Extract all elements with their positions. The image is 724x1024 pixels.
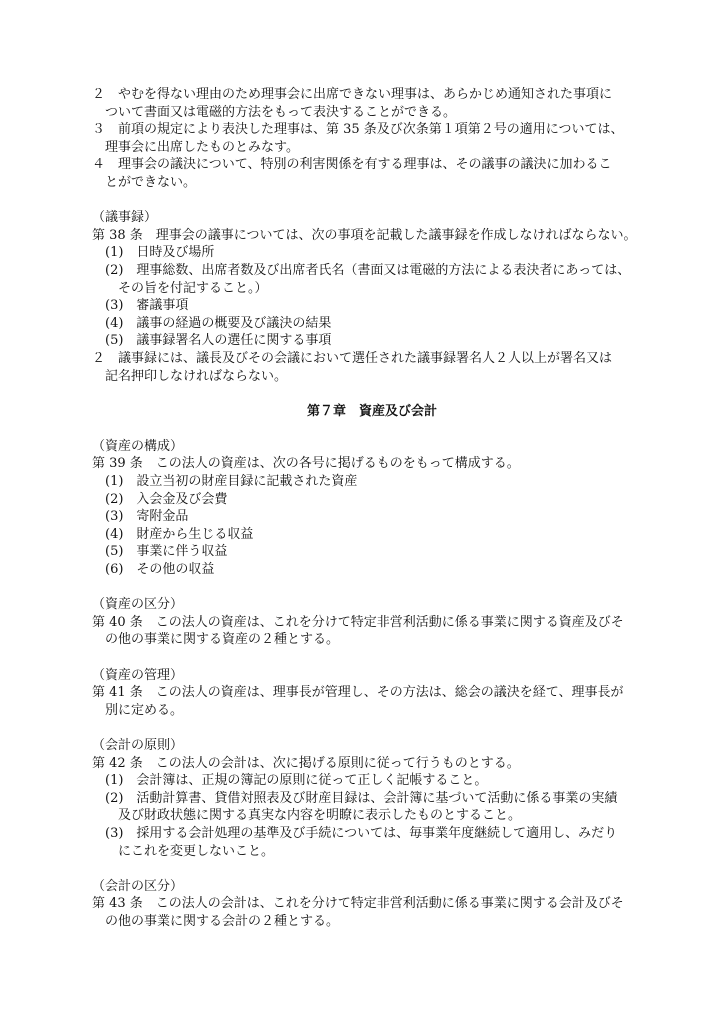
article-heading: （資産の構成）: [92, 438, 184, 454]
list-item: (5) 事業に伴う収益: [105, 544, 228, 560]
article-heading: （会計の原則）: [92, 737, 184, 753]
paragraph-line: 理事会に出席したものとみなす。: [105, 139, 299, 155]
chapter-title: 第７章 資産及び会計: [306, 403, 437, 419]
article-41: [92, 667, 652, 720]
list-item: (2) 理事総数、出席者数及び出席者氏名（書面又は電磁的方法による表決者にあっては、: [105, 262, 631, 278]
article-line: 第 42 条 この法人の会計は、次に掲げる原則に従って行うものとする。: [92, 755, 520, 771]
paragraph-line: ２ 議事録には、議長及びその会議において選任された議事録署名人２人以上が署名又は: [92, 350, 613, 366]
list-item: (2) 入会金及び会費: [105, 491, 228, 507]
article-43: [92, 878, 652, 931]
spacer: [92, 719, 652, 737]
list-item: (1) 日時及び場所: [105, 245, 215, 261]
list-item-continuation: 及び財政状態に関する真実な内容を明瞭に表示したものとすること。: [118, 808, 522, 824]
list-item: (2) 活動計算書、貸借対照表及び財産目録は、会計簿に基づいて活動に係る事業の実績: [105, 790, 618, 806]
paragraph-line: ついて書面又は電磁的方法をもって表決することができる。: [105, 104, 457, 120]
article-line: 第 39 条 この法人の資産は、次の各号に掲げるものをもって構成する。: [92, 456, 520, 472]
article-line: の他の事業に関する会計の２種とする。: [105, 913, 340, 929]
list-item: (4) 議事の経過の概要及び議決の結果: [105, 315, 332, 331]
article-heading: （議事録）: [92, 210, 158, 226]
document-page: [92, 86, 652, 931]
spacer: [92, 860, 652, 878]
spacer: [92, 385, 652, 403]
article-line: 別に定める。: [105, 702, 184, 718]
spacer: [92, 579, 652, 597]
article-line: の他の事業に関する資産の２種とする。: [105, 632, 340, 648]
list-item: (3) 寄附金品: [105, 509, 189, 525]
article-39: [92, 438, 652, 579]
article-line: 第 41 条 この法人の資産は、理事長が管理し、その方法は、総会の議決を経て、理事長が: [92, 685, 624, 701]
article-40: [92, 596, 652, 649]
article-heading: （会計の区分）: [92, 878, 184, 894]
article-line: 第 40 条 この法人の資産は、これを分けて特定非営利活動に係る事業に関する資産及びそ: [92, 614, 624, 630]
article-line: 第 38 条 理事会の議事については、次の事項を記載した議事録を作成しなければならない。: [92, 227, 637, 243]
article-line: 第 43 条 この法人の会計は、これを分けて特定非営利活動に係る事業に関する会計及びそ: [92, 896, 624, 912]
list-item: (1) 設立当初の財産目録に記載された資産: [105, 474, 358, 490]
article-heading: （資産の区分）: [92, 597, 184, 613]
paragraph-line: ３ 前項の規定により表決した理事は、第 35 条及び次条第１項第２号の適用については、: [92, 122, 624, 138]
article-37-continuation: [92, 86, 652, 192]
list-item: (4) 財産から生じる収益: [105, 526, 254, 542]
article-38: [92, 209, 652, 385]
list-item: (6) その他の収益: [105, 562, 215, 578]
list-item: (1) 会計簿は、正規の簿記の原則に従って正しく記帳すること。: [105, 773, 488, 789]
list-item: (5) 議事録署名人の選任に関する事項: [105, 333, 332, 349]
spacer: [92, 649, 652, 667]
spacer: [92, 420, 652, 438]
paragraph-line: 記名押印しなければならない。: [105, 368, 288, 384]
paragraph-line: ２ やむを得ない理由のため理事会に出席できない理事は、あらかじめ通知された事項に: [92, 87, 613, 102]
spacer: [92, 192, 652, 210]
paragraph-line: とができない。: [105, 174, 197, 190]
list-item: (3) 採用する会計処理の基準及び手続については、毎事業年度継続して適用し、みだり: [105, 825, 618, 841]
article-heading: （資産の管理）: [92, 667, 184, 683]
list-item-continuation: にこれを変更しないこと。: [118, 843, 275, 859]
list-item: (3) 審議事項: [105, 298, 189, 314]
paragraph-line: ４ 理事会の議決について、特別の利害関係を有する理事は、その議事の議決に加わるこ: [92, 157, 612, 173]
article-42: [92, 737, 652, 860]
list-item-continuation: その旨を付記すること。）: [118, 280, 268, 296]
